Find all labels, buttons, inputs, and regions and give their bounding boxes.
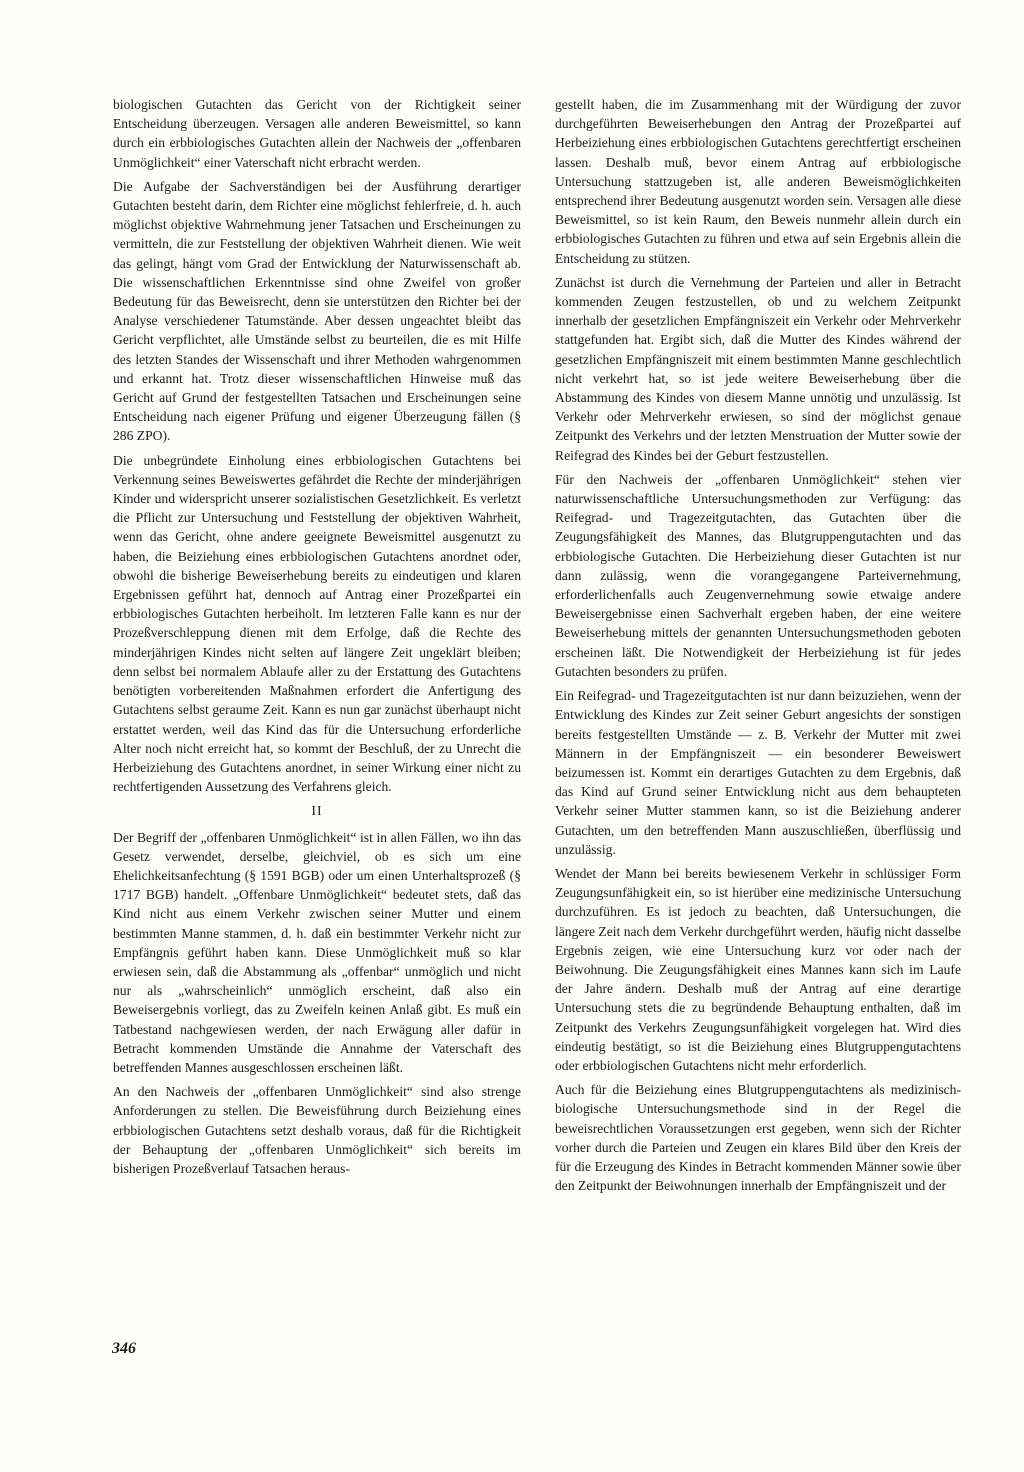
paragraph: gestellt haben, die im Zusammenhang mit der Würdigung der zuvor durchgeführten Beweiserhebungen den Antrag der Prozeßpartei auf Herbeiziehung eines erbbiologischen Gutachtens gerechtfertigt erscheinen lassen. Deshalb muß, bevor einem Antrag auf erbbiologische Untersuchung stattzugeben ist, alle anderen Beweismöglichkeiten entsprechend ihrer Bedeutung ausgenutzt worden sein. Versagen alle diese Beweismittel, so ist kein Raum, den Beweis nunmehr allein durch ein erbbiologisches Gutachten zu führen und etwa auf sein Ergebnis allein die Entscheidung zu stützen. [555,97,961,266]
paragraph: An den Nachweis der „offenbaren Unmöglichkeit“ sind also strenge Anforderungen zu stellen. Die Beweisführung durch Beiziehung eines erbbiologischen Gutachtens setzt deshalb voraus, daß für die Richtigkeit der Behauptung der „offenbaren Unmöglichkeit“ sich bereits im bisherigen Prozeßverlauf Tatsachen heraus- [113,1084,521,1176]
paragraph: biologischen Gutachten das Gericht von der Richtigkeit seiner Entscheidung überzeugen. Versagen alle anderen Beweismittel, so kann durch ein erbbiologisches Gutachten allein der Nachweis der „offenbaren Unmöglichkeit“ einer Vaterschaft nicht erbracht werden. [113,97,521,170]
paragraph: Der Begriff der „offenbaren Unmöglichkeit“ ist in allen Fällen, wo ihn das Gesetz verwendet, derselbe, gleichviel, ob es sich um eine Ehelichkeitsanfechtung (§ 1591 BGB) oder um einen Unterhaltsprozeß (§ 1717 BGB) handelt. „Offenbare Unmöglichkeit“ bedeutet stets, daß das Kind nicht aus einem Verkehr zwischen seiner Mutter und einem bestimmten Manne stammen, d. h. daß ein bestimmter Verkehr nicht zur Empfängnis geführt haben kann. Diese Unmöglichkeit muß so klar erwiesen sein, daß die Abstammung als „offenbar“ unmöglich und nicht nur als „wahrscheinlich“ unmöglich erscheint, daß also ein Beweisergebnis vorliegt, das zu Zweifeln keinen Anlaß gibt. Es muß ein Tatbestand nachgewiesen werden, der nach Erwägung aller dafür in Betracht kommenden Umstände die Annahme der Vaterschaft des betreffenden Mannes ausgeschlossen erscheinen läßt. [113,829,521,1075]
paragraph: Auch für die Beiziehung eines Blutgruppengutachtens als medizinisch-biologische Untersuchungsmethode sind in der Regel die beweisrechtlichen Voraussetzungen erst gegeben, wenn sich der Richter vorher durch die Parteien und Zeugen ein klares Bild über den Kreis der für die Erzeugung des Kindes in Betracht kommenden Männer sowie über den Zeitpunkt der Beiwohnungen innerhalb der Empfängniszeit und der [555,1082,961,1194]
left-column [113,95,521,1183]
paragraph: Ein Reifegrad- und Tragezeitgutachten ist nur dann beizuziehen, wenn der Entwicklung des Kindes zur Zeit seiner Geburt angesichts der sonstigen bereits festgestellten Umstände — z. B. Verkehr der Mutter mit zwei Männern in der Empfängniszeit — ein besonderer Beweiswert beizumessen ist. Kommt ein derartiges Gutachten zu dem Ergebnis, daß das Kind auf Grund seiner Entwicklung nicht aus dem behaupteten Verkehr seiner Mutter stammen kann, so ist die Beiziehung anderer Gutachten, um den betreffenden Mann auszuschließen, überflüssig und unzulässig. [555,688,961,857]
paragraph: Zunächst ist durch die Vernehmung der Parteien und aller in Betracht kommenden Zeugen festzustellen, ob und zu welchem Zeitpunkt innerhalb der gesetzlichen Empfängniszeit ein Verkehr oder Mehrverkehr stattgefunden hat. Ergibt sich, daß die Mutter des Kindes während der gesetzlichen Empfängniszeit mit einem bestimmten Manne geschlechtlich nicht verkehrt hat, so ist jede weitere Beweiserhebung über die Abstammung des Kindes von diesem Manne unnötig und unzulässig. Ist Verkehr oder Mehrverkehr erwiesen, so sind der möglichst genaue Zeitpunkt des Verkehrs und der letzten Menstruation der Mutter sowie der Reifegrad des Kindes bei der Geburt festzustellen. [555,274,961,463]
section-heading: II [311,804,323,820]
paragraph: Die Aufgabe der Sachverständigen bei der Ausführung derartiger Gutachten besteht darin, dem Richter eine möglichst fehlerfreie, d. h. auch möglichst objektive Wahrnehmung jener Tatsachen und Erscheinungen zu vermitteln, die zur Feststellung der objektiven Wahrheit dienen. Wie weit das gelingt, hängt vom Grad der Entwicklung der Naturwissenschaft ab. Die wissenschaftlichen Erkenntnisse sind ohne Zweifel von großer Bedeutung für das Beweisrecht, denn sie unterstützen den Richter bei der Analyse verschiedener Tatumstände. Aber dessen ungeachtet bleibt das Gericht verpflichtet, alle Umstände selbst zu beurteilen, die es mit Hilfe des letzten Standes der Wissenschaft und ihrer Methoden wahrgenommen und erkannt hat. Trotz dieser wissenschaftlichen Hinweise muß das Gericht auf Grund der festgestellten Tatsachen und Erscheinungen seine Entscheidung nach eigener Prüfung und eigener Überzeugung fällen (§ 286 ZPO). [113,178,521,444]
page-number: 346 [112,1340,136,1357]
right-column [555,95,961,1200]
paragraph: Für den Nachweis der „offenbaren Unmöglichkeit“ stehen vier naturwissenschaftliche Untersuchungsmethoden zur Verfügung: das Reifegrad- und Tragezeitgutachten, das Gutachten über die Zeugungsfähigkeit des Mannes, das Blutgruppengutachten und das erbbiologische Gutachten. Die Herbeiziehung dieser Gutachten ist nur dann zulässig, wenn die vorangegangene Parteivernehmung, erforderlichenfalls auch Zeugenvernehmung sowie etwaige andere Beweisergebnisse einen Sachverhalt ergeben haben, der eine weitere Beweiserhebung mittels der genannten Untersuchungsmethoden geboten erscheinen läßt. Die Notwendigkeit der Herbeiziehung ist für jedes Gutachten besonders zu prüfen. [555,471,961,679]
paragraph: Wendet der Mann bei bereits bewiesenem Verkehr in schlüssiger Form Zeugungsunfähigkeit ein, so ist hierüber eine medizinische Untersuchung durchzuführen. Es ist jedoch zu beachten, daß Untersuchungen, die längere Zeit nach dem Verkehr durchgeführt werden, häufig nicht dasselbe Ergebnis zeigen, wie eine Untersuchung kurz vor oder nach der Beiwohnung. Die Zeugungsfähigkeit eines Mannes kann sich im Laufe der Jahre ändern. Deshalb muß der Antrag auf eine derartige Untersuchung stets die zu begründende Behauptung enthalten, daß im Zeitpunkt des Verkehrs Zeugungsunfähigkeit vorgelegen hat. Wird dies eindeutig bestätigt, so ist die Beiziehung eines Blutgruppengutachtens oder erbbiologischen Gutachtens nicht mehr erforderlich. [555,865,961,1073]
paragraph: Die unbegründete Einholung eines erbbiologischen Gutachtens bei Verkennung seines Beweiswertes gefährdet die Rechte der minderjährigen Kinder und widerspricht unserer sozialistischen Gesetzlichkeit. Es verletzt die Pflicht zur Untersuchung und Feststellung der objektiven Wahrheit, wenn das Gericht, ohne andere geeignete Beweismittel ausgenutzt zu haben, die Beiziehung eines erbbiologischen Gutachtens anordnet oder, obwohl die bisherige Beweiserhebung bereits zu eindeutigen und klaren Ergebnissen geführt hat, dennoch auf Antrag einer Prozeßpartei ein erbbiologisches Gutachten herbeiholt. Im letzteren Falle kann es nur der Prozeßverschleppung dienen mit dem Erfolge, daß die Rechte des minderjährigen Kindes nicht selten auf längere Zeit ungeklärt bleiben; denn selbst bei normalem Ablaufe aller zu der Erstattung des Gutachtens benötigten vorbereitenden Maßnahmen erfordert die Anfertigung des Gutachtens selbst geraume Zeit. Kann es nun gar zunächst überhaupt nicht erstattet werden, weil das Kind das für die Untersuchung erforderliche Alter noch nicht erreicht hat, so kommt der Beschluß, der zu Unrecht die Herbeiziehung des Gutachtens anordnet, in seiner Wirkung einer nicht zu rechtfertigenden Aussetzung des Verfahrens gleich. [113,452,521,795]
